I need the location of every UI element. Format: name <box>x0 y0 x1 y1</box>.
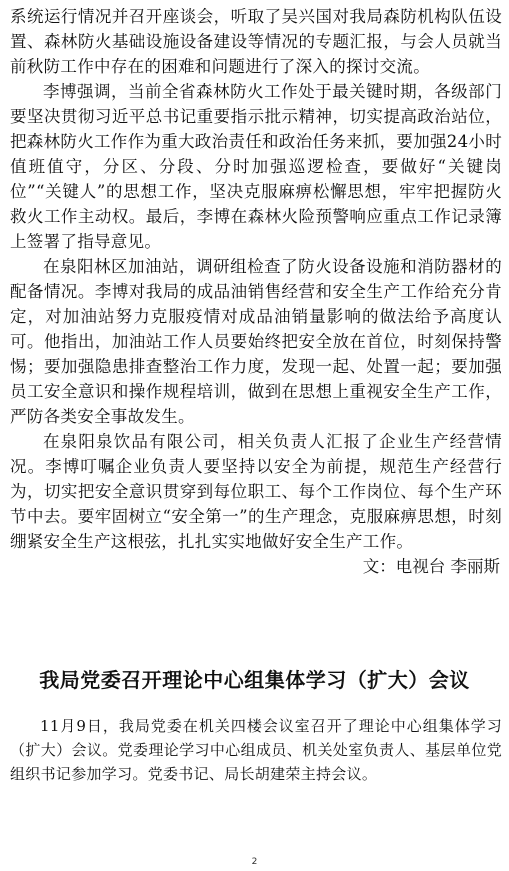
article-paragraph: 李博强调，当前全省森林防火工作处于最关键时期，各级部门要坚决贯彻习近平总书记重要指示批示精神，切实提高政治站位，把森林防火工作作为重大政治责任和政治任务来抓，要加强24小时值班值守，分区、分段、分时加强巡逻检查，要做好“关键岗位”“关键人”的思想工作，坚决克服麻痹松懈思想，牢牢把握防火救火工作主动权。最后，李博在森林火险预警响应重点工作记录簿上签署了指导意见。 <box>10 82 502 251</box>
article-paragraph: 在泉阳林区加油站，调研组检查了防火设备设施和消防器材的配备情况。李博对我局的成品油销售经营和安全生产工作给充分肯定，对加油站努力克服疫情对成品油销量影响的做法给予高度认可。他指出，加油站工作人员要始终把安全放在首位，时刻保持警惕；要加强隐患排查整治工作力度，发现一起、处置一起；要加强员工安全意识和操作规程培训，做到在思想上重视安全生产工作，严防各类安全事故发生。 <box>10 257 502 426</box>
article-paragraph: 11月9日，我局党委在机关四楼会议室召开了理论中心组集体学习（扩大）会议。党委理论学习中心组成员、机关处室负责人、基层单位党组织书记参加学习。党委书记、局长胡建荣主持会议。 <box>10 717 502 783</box>
article-paragraph: 系统运行情况并召开座谈会，听取了吴兴国对我局森防机构队伍设置、森林防火基础设施设备建设等情况的专题汇报，与会人员就当前秋防工作中存在的困难和问题进行了深入的探讨交流。 <box>10 7 502 76</box>
article-body <box>10 714 502 786</box>
article-byline: 文：电视台 李丽斯 <box>362 557 500 576</box>
article-headline: 我局党委召开理论中心组集体学习（扩大）会议 <box>39 668 470 692</box>
page-number: 2 <box>251 857 258 867</box>
article-body <box>10 4 502 579</box>
article-paragraph: 在泉阳泉饮品有限公司，相关负责人汇报了企业生产经营情况。李博叮嘱企业负责人要坚持以安全为前提，规范生产经营行为，切实把安全意识贯穿到每位职工、每个工作岗位、每个生产环节中去。要牢固树立“安全第一”的生产理念，克服麻痹思想，时刻绷紧安全生产这根弦，扎扎实实地做好安全生产工作。 <box>10 432 502 551</box>
